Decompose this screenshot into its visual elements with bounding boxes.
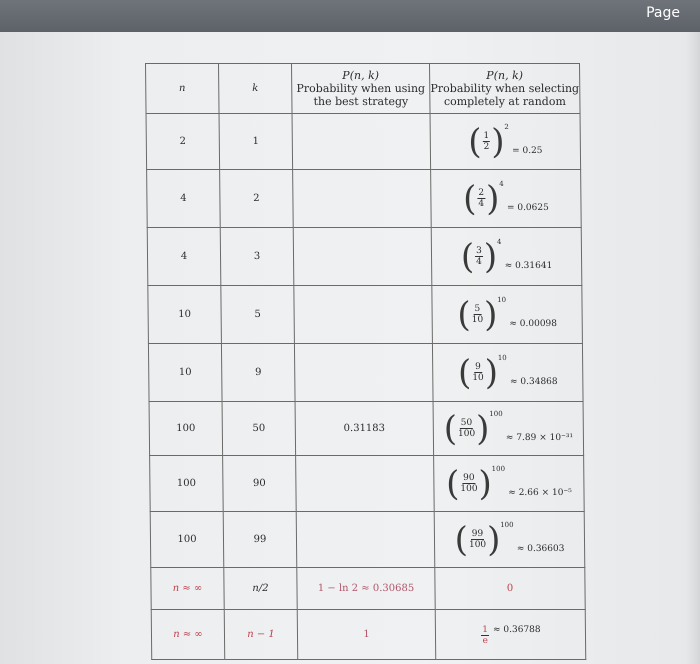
power-expression: ( $\frac{50}{100}$ ) 100 <box>443 408 503 449</box>
table-row <box>147 228 582 286</box>
viewer-toolbar <box>0 0 700 32</box>
cell-best: 1 <box>297 610 436 660</box>
cell-best: 1 − ln 2 ≈ 0.30685 <box>297 568 435 610</box>
cell-k: 3 <box>220 228 294 286</box>
cell-n: 100 <box>150 512 224 568</box>
cell-best: 0.31183 <box>295 402 434 456</box>
cell-best <box>294 344 433 402</box>
power-expression: ( $\frac{3}{4}$ ) 4 <box>460 236 502 277</box>
fraction: $\frac{9}{10}$ <box>472 362 484 383</box>
probability-table <box>145 63 586 660</box>
cell-k: 99 <box>223 512 297 568</box>
cell-random: $\frac{1}{e}$ ≈ 0.36788 <box>435 610 586 660</box>
table-row <box>148 286 583 344</box>
table-row <box>150 512 585 568</box>
cell-random: ( $\frac{1}{2}$ ) 2 = 0.25 <box>430 114 581 170</box>
table-row <box>147 170 582 228</box>
fraction: $\frac{2}{4}$ <box>478 188 485 209</box>
cell-best <box>293 228 432 286</box>
page-label: Page <box>646 5 680 21</box>
table-row <box>150 456 585 512</box>
cell-n: 2 <box>146 114 220 170</box>
cell-k: 9 <box>221 344 295 402</box>
cell-n: 4 <box>147 228 221 286</box>
cell-k: n/2 <box>224 568 297 610</box>
cell-best <box>296 512 435 568</box>
power-expression: ( $\frac{90}{100}$ ) 100 <box>445 463 506 504</box>
header-best-strategy: P(n, k) Probability when using the best strategy <box>292 64 431 114</box>
power-expression: ( $\frac{99}{100}$ ) 100 <box>454 519 514 560</box>
cell-random: ( $\frac{2}{4}$ ) 4 = 0.0625 <box>431 170 582 228</box>
fraction: $\frac{1}{2}$ <box>483 131 490 152</box>
power-expression: ( $\frac{5}{10}$ ) 10 <box>457 294 507 335</box>
cell-random: ( $\frac{5}{10}$ ) 10 ≈ 0.00098 <box>432 286 583 344</box>
cell-k: n − 1 <box>224 610 298 660</box>
fraction: $\frac{99}{100}$ <box>468 529 487 550</box>
table-row <box>148 344 583 402</box>
table-row <box>146 114 581 170</box>
cell-random: ( $\frac{9}{10}$ ) 10 ≈ 0.34868 <box>432 344 583 402</box>
cell-random: ( $\frac{50}{100}$ ) 100 ≈ 7.89 × 10⁻³¹ <box>433 402 584 456</box>
fraction: $\frac{1}{e}$ <box>482 624 489 646</box>
cell-k: 5 <box>221 286 295 344</box>
power-expression: ( $\frac{2}{4}$ ) 4 <box>462 178 504 219</box>
table-row-limit <box>151 610 586 660</box>
header-k: k <box>219 64 293 114</box>
cell-n: 100 <box>150 456 224 512</box>
header-random: P(n, k) Probability when selecting completely at random <box>430 64 581 114</box>
cell-random: ( $\frac{3}{4}$ ) 4 ≈ 0.31641 <box>431 228 582 286</box>
header-n: n <box>146 64 220 114</box>
cell-random: ( $\frac{99}{100}$ ) 100 ≈ 0.36603 <box>434 512 585 568</box>
cell-random: 0 <box>435 568 585 610</box>
cell-k: 2 <box>220 170 294 228</box>
fraction: $\frac{90}{100}$ <box>460 473 478 494</box>
cell-n: 10 <box>148 344 222 402</box>
power-expression: ( $\frac{1}{2}$ ) 2 <box>468 121 509 162</box>
fraction: $\frac{3}{4}$ <box>475 246 482 267</box>
table-row <box>149 402 584 456</box>
cell-n: 100 <box>149 402 223 456</box>
table-row-limit <box>151 568 585 610</box>
table-header-row <box>146 64 581 114</box>
cell-best <box>294 286 433 344</box>
cell-k: 1 <box>219 114 293 170</box>
cell-best <box>296 456 435 512</box>
cell-n: n ≈ ∞ <box>151 568 224 610</box>
cell-k: 90 <box>223 456 297 512</box>
cell-random: ( $\frac{90}{100}$ ) 100 ≈ 2.66 × 10⁻⁵ <box>434 456 585 512</box>
power-expression: ( $\frac{9}{10}$ ) 10 <box>457 352 507 393</box>
fraction: $\frac{50}{100}$ <box>457 418 476 439</box>
cell-n: 4 <box>147 170 221 228</box>
cell-n: 10 <box>148 286 222 344</box>
cell-k: 50 <box>222 402 296 456</box>
fraction: $\frac{5}{10}$ <box>471 304 484 325</box>
cell-best <box>292 114 431 170</box>
cell-n: n ≈ ∞ <box>151 610 225 660</box>
paper-edge-shadow <box>686 32 700 664</box>
cell-best <box>293 170 432 228</box>
